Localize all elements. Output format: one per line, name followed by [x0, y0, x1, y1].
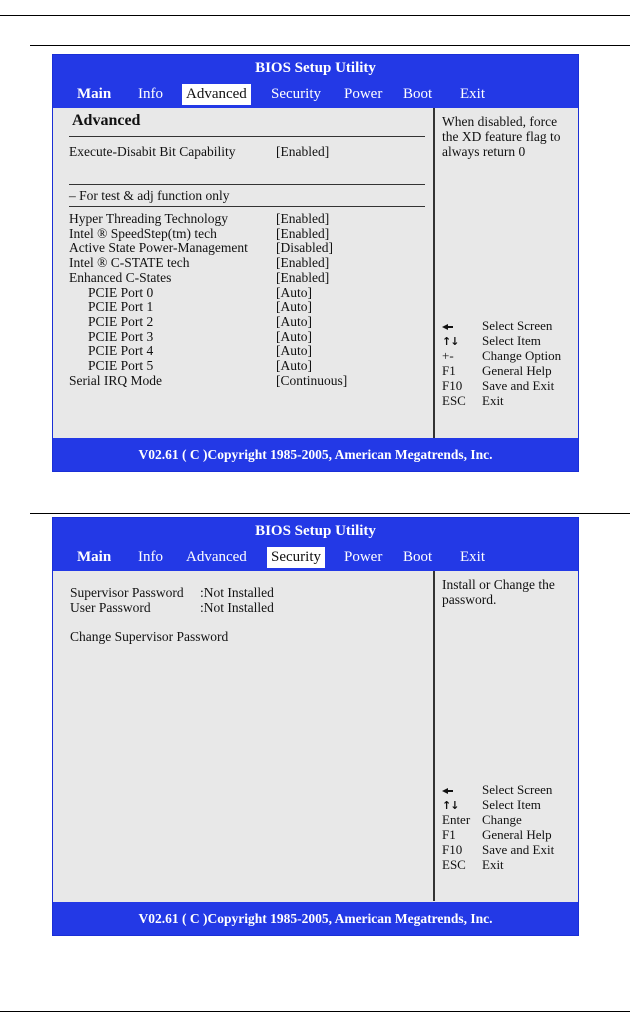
menu-bar: [53, 81, 578, 108]
setting-value[interactable]: [Auto]: [276, 328, 312, 344]
key-label: F10: [442, 841, 463, 857]
key-label: Enter: [442, 812, 471, 828]
copyright-footer: V02.61 ( C )Copyright 1985-2005, American Megatrends, Inc.: [53, 438, 578, 471]
key-action: Save and Exit: [482, 377, 555, 393]
user-password-label: User Password: [70, 600, 151, 615]
setting-value[interactable]: [Auto]: [276, 284, 312, 300]
key-legend-row: [442, 334, 561, 350]
key-label: F10: [442, 377, 463, 393]
tab-info[interactable]: Info: [138, 549, 163, 565]
key-label: ESC: [442, 392, 466, 408]
key-legend-row: [442, 828, 554, 843]
key-action: Select Item: [482, 796, 541, 812]
setting-value[interactable]: [Enabled]: [276, 269, 330, 285]
setting-label: Hyper Threading Technology: [69, 211, 229, 226]
key-legend-row: [442, 858, 554, 873]
bios-title: BIOS Setup Utility: [53, 518, 578, 544]
setting-label: PCIE Port 4: [88, 343, 154, 359]
tab-main[interactable]: Main: [77, 86, 112, 102]
section-rule-1: [30, 45, 630, 46]
setting-value[interactable]: [Enabled]: [276, 144, 330, 159]
tab-boot[interactable]: Boot: [403, 86, 433, 102]
setting-value[interactable]: [Continuous]: [276, 372, 348, 388]
setting-value[interactable]: [Auto]: [276, 299, 312, 315]
change-supervisor-password-item[interactable]: Change Supervisor Password: [70, 629, 229, 644]
key-legend: [442, 783, 554, 872]
content-area: [53, 108, 578, 438]
key-label: +-: [442, 348, 454, 364]
help-panel: [435, 108, 578, 438]
separator-line: [69, 206, 425, 207]
content-area: [53, 571, 578, 901]
setting-label: Serial IRQ Mode: [69, 372, 162, 388]
tab-exit[interactable]: Exit: [460, 86, 485, 102]
setting-label: PCIE Port 2: [88, 313, 154, 329]
key-label: F1: [442, 827, 456, 843]
bottom-rule: [0, 1011, 630, 1012]
key-legend-row: [442, 349, 561, 364]
user-password-row: [70, 601, 274, 616]
arrow-left-icon: [442, 319, 482, 334]
setting-value[interactable]: [Auto]: [276, 343, 312, 359]
setting-label: Intel ® SpeedStep(tm) tech: [69, 225, 217, 241]
key-label: F1: [442, 363, 456, 379]
key-legend-row: [442, 798, 554, 814]
tab-info[interactable]: Info: [138, 86, 163, 102]
setting-label: PCIE Port 5: [88, 358, 154, 373]
key-legend-row: [442, 379, 561, 394]
bios-title: BIOS Setup Utility: [53, 55, 578, 81]
user-password-status: :Not Installed: [200, 600, 274, 615]
help-text: Install or Change the password.: [442, 577, 555, 607]
key-action: Exit: [482, 856, 504, 872]
arrow-left-icon: [442, 783, 482, 798]
section-title: Advanced: [72, 112, 141, 129]
tab-power[interactable]: Power: [344, 86, 383, 102]
setting-label: Execute-Disabit Bit Capability: [69, 144, 236, 159]
top-rule: [0, 15, 630, 16]
setting-value[interactable]: [Enabled]: [276, 225, 330, 241]
bios-screen-advanced: [52, 54, 579, 472]
setting-label: PCIE Port 1: [88, 299, 154, 315]
setting-label: PCIE Port 0: [88, 284, 154, 300]
help-panel: [435, 571, 578, 901]
tab-power[interactable]: Power: [344, 549, 383, 565]
key-legend-row: [442, 783, 554, 798]
copyright-footer: V02.61 ( C )Copyright 1985-2005, American Megatrends, Inc.: [53, 902, 578, 935]
menu-bar: [53, 544, 578, 571]
setting-label: Enhanced C-States: [69, 269, 172, 285]
security-panel: [53, 571, 433, 901]
tab-exit[interactable]: Exit: [460, 549, 485, 565]
supervisor-password-label: Supervisor Password: [70, 585, 184, 600]
supervisor-password-row: [70, 586, 274, 601]
setting-value[interactable]: [Enabled]: [276, 211, 330, 226]
key-legend-row: [442, 319, 561, 334]
key-legend-row: [442, 813, 554, 828]
setting-value[interactable]: [Enabled]: [276, 255, 330, 271]
tab-advanced[interactable]: Advanced: [182, 84, 251, 105]
test-note: – For test & adj function only: [69, 188, 230, 203]
setting-value[interactable]: [Auto]: [276, 358, 312, 373]
key-legend-row: [442, 364, 561, 379]
settings-panel: [53, 108, 433, 438]
tab-boot[interactable]: Boot: [403, 549, 433, 565]
setting-value[interactable]: [Disabled]: [276, 240, 333, 256]
bios-screen-security: [52, 517, 579, 936]
tab-security[interactable]: Security: [271, 86, 321, 102]
arrow-up-down-icon: ↑↓: [442, 798, 459, 812]
setting-label: Intel ® C-STATE tech: [69, 255, 190, 271]
setting-label: PCIE Port 3: [88, 328, 154, 344]
supervisor-password-status: :Not Installed: [200, 585, 274, 600]
key-action: Select Screen: [482, 782, 553, 797]
key-action: General Help: [482, 827, 552, 843]
tab-main[interactable]: Main: [77, 549, 112, 565]
arrow-up-down-icon: ↑↓: [442, 334, 459, 348]
key-action: Change Option: [482, 348, 562, 364]
setting-value[interactable]: [Auto]: [276, 313, 312, 329]
key-legend-row: [442, 843, 554, 858]
setting-label: Active State Power-Management: [69, 240, 248, 256]
key-label: ESC: [442, 856, 466, 872]
help-text: When disabled, force the XD feature flag to always return 0: [442, 114, 561, 159]
key-action: Select Screen: [482, 318, 553, 333]
key-legend: [442, 319, 561, 408]
key-action: Select Item: [482, 332, 541, 348]
key-legend-row: [442, 394, 561, 409]
section-rule-2: [30, 513, 630, 514]
tab-security[interactable]: Security: [267, 547, 325, 568]
key-action: General Help: [482, 363, 552, 379]
title-underline: [69, 136, 425, 137]
separator-line: [69, 184, 425, 185]
key-action: Exit: [482, 392, 504, 408]
tab-advanced[interactable]: Advanced: [186, 549, 247, 565]
key-action: Change: [482, 812, 522, 828]
key-action: Save and Exit: [482, 841, 555, 857]
